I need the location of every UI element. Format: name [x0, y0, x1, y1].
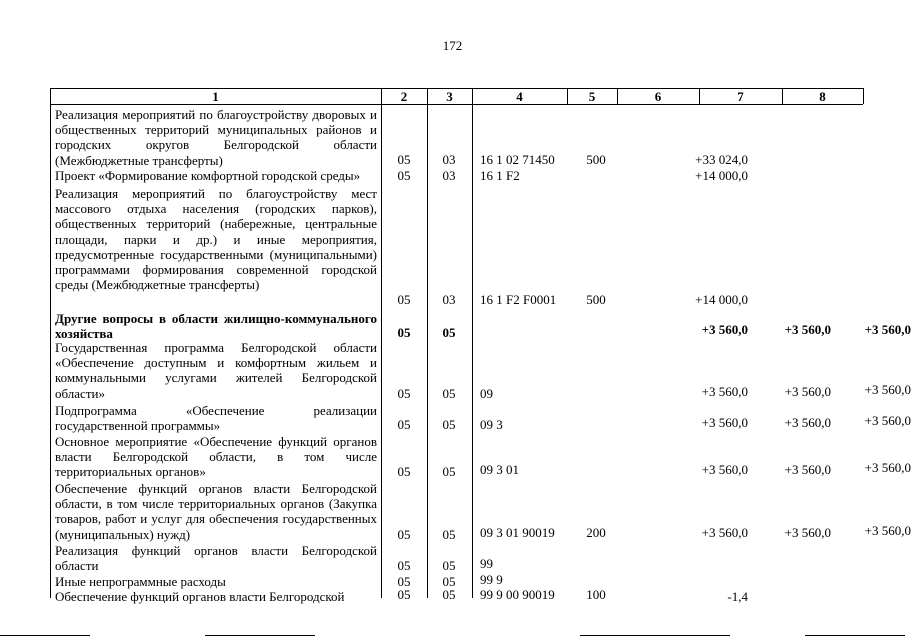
row-section-code: 05: [397, 152, 411, 167]
row-subsection-code: 05: [442, 325, 456, 340]
row-amount-3: +3 560,0: [864, 523, 911, 538]
row-subsection-code: 05: [442, 417, 456, 432]
row-section-code: 05: [397, 464, 411, 479]
page-number: 172: [442, 38, 463, 53]
row-description: Обеспечение функций органов власти Белгородской области, в том числе территориальных органов (Закупка товаров, работ и услуг для обеспечения государственных (муниципальных) нужд): [55, 481, 377, 542]
row-subsection-code: 05: [442, 527, 456, 542]
row-amount-1: +3 560,0: [701, 384, 748, 399]
row-subsection-code: 05: [442, 587, 456, 602]
row-amount-1: +33 024,0: [695, 152, 748, 167]
header-col-1: 1: [212, 89, 219, 104]
row-description: Основное мероприятие «Обеспечение функций органов власти Белгородской области, в том числе территориальных органов»: [55, 434, 377, 480]
row-target-code: 99 9 00 90019: [480, 587, 555, 602]
row-section-code: 05: [397, 325, 411, 340]
header-col-6: 6: [654, 89, 662, 104]
row-description: Подпрограмма «Обеспечение реализации государственной программы»: [55, 403, 377, 434]
row-amount-3: +3 560,0: [864, 322, 911, 337]
row-amount-3: +3 560,0: [864, 460, 911, 475]
row-target-code: 09 3: [480, 417, 503, 432]
scan-edge-line: [580, 635, 730, 636]
row-amount-2: +3 560,0: [784, 462, 831, 477]
row-amount-2: +3 560,0: [784, 415, 831, 430]
row-subsection-code: 05: [442, 464, 456, 479]
row-description: Иные непрограммные расходы: [55, 574, 226, 589]
row-target-code: 09 3 01: [480, 462, 519, 477]
row-description: Государственная программа Белгородской области «Обеспечение доступным и комфортным жильем и коммунальными услугами жителей Белгородской области»: [55, 340, 377, 401]
scan-edge-line: [805, 635, 905, 636]
header-col-2: 2: [400, 89, 408, 104]
row-section-code: 05: [397, 417, 411, 432]
row-subsection-code: 05: [442, 574, 456, 589]
column-divider-2: [381, 88, 382, 598]
row-section-code: 05: [397, 527, 411, 542]
row-expense-type: 100: [586, 587, 606, 602]
row-description: Реализация функций органов власти Белгородской области: [55, 543, 377, 574]
row-amount-1: -1,4: [727, 589, 748, 604]
row-target-code: 16 1 F2: [480, 168, 520, 183]
column-divider-3: [427, 88, 428, 598]
row-amount-2: +3 560,0: [784, 384, 831, 399]
header-col-7: 7: [737, 89, 744, 104]
header-col-8: 8: [819, 89, 826, 104]
row-target-code: 09: [480, 386, 493, 401]
row-section-code: 05: [397, 574, 411, 589]
row-amount-1: +3 560,0: [701, 525, 748, 540]
row-target-code: 09 3 01 90019: [480, 525, 555, 540]
row-target-code: 99 9: [480, 572, 503, 587]
row-amount-1: +14 000,0: [695, 292, 748, 307]
header-col-5: 5: [588, 89, 596, 104]
row-expense-type: 500: [586, 152, 606, 167]
row-description: Проект «Формирование комфортной городской среды»: [55, 168, 361, 183]
row-description: Обеспечение функций органов власти Белгородской: [55, 589, 345, 604]
header-col-3: 3: [446, 89, 453, 104]
row-amount-2: +3 560,0: [784, 322, 831, 337]
row-amount-3: +3 560,0: [864, 382, 911, 397]
row-amount-3: +3 560,0: [864, 413, 911, 428]
row-expense-type: 500: [586, 292, 606, 307]
row-target-code: 99: [480, 556, 493, 571]
row-description: Другие вопросы в области жилищно-коммунального хозяйства: [55, 311, 377, 342]
table-border-right: [863, 88, 864, 104]
column-divider-4: [472, 88, 473, 598]
row-amount-1: +3 560,0: [701, 322, 748, 337]
row-subsection-code: 03: [442, 168, 456, 183]
row-description: Реализация мероприятий по благоустройству дворовых и общественных территорий муниципальных районов и городских округов Белгородской области (Межбюджетные трансферты): [55, 107, 377, 168]
row-amount-1: +3 560,0: [701, 462, 748, 477]
row-subsection-code: 05: [442, 386, 456, 401]
row-target-code: 16 1 F2 F0001: [480, 292, 557, 307]
row-amount-1: +3 560,0: [701, 415, 748, 430]
row-subsection-code: 03: [442, 152, 456, 167]
row-description: Реализация мероприятий по благоустройству мест массового отдыха населения (городских парков), общественных территорий (набережные, центральные площади, парки и др.) и иные мероприятия, предусмотренные государственными (муниципальными) программами формирования современной городской среды (Межбюджетные трансферты): [55, 186, 377, 293]
row-section-code: 05: [397, 168, 411, 183]
header-col-4: 4: [516, 89, 523, 104]
row-amount-1: +14 000,0: [695, 168, 748, 183]
row-section-code: 05: [397, 292, 411, 307]
row-expense-type: 200: [586, 525, 606, 540]
row-section-code: 05: [397, 587, 411, 602]
row-section-code: 05: [397, 558, 411, 573]
scan-edge-line: [0, 635, 90, 636]
row-section-code: 05: [397, 386, 411, 401]
table-border-left: [50, 88, 51, 598]
scan-edge-line: [205, 635, 315, 636]
row-subsection-code: 05: [442, 558, 456, 573]
row-amount-2: +3 560,0: [784, 525, 831, 540]
row-target-code: 16 1 02 71450: [480, 152, 555, 167]
row-subsection-code: 03: [442, 292, 456, 307]
